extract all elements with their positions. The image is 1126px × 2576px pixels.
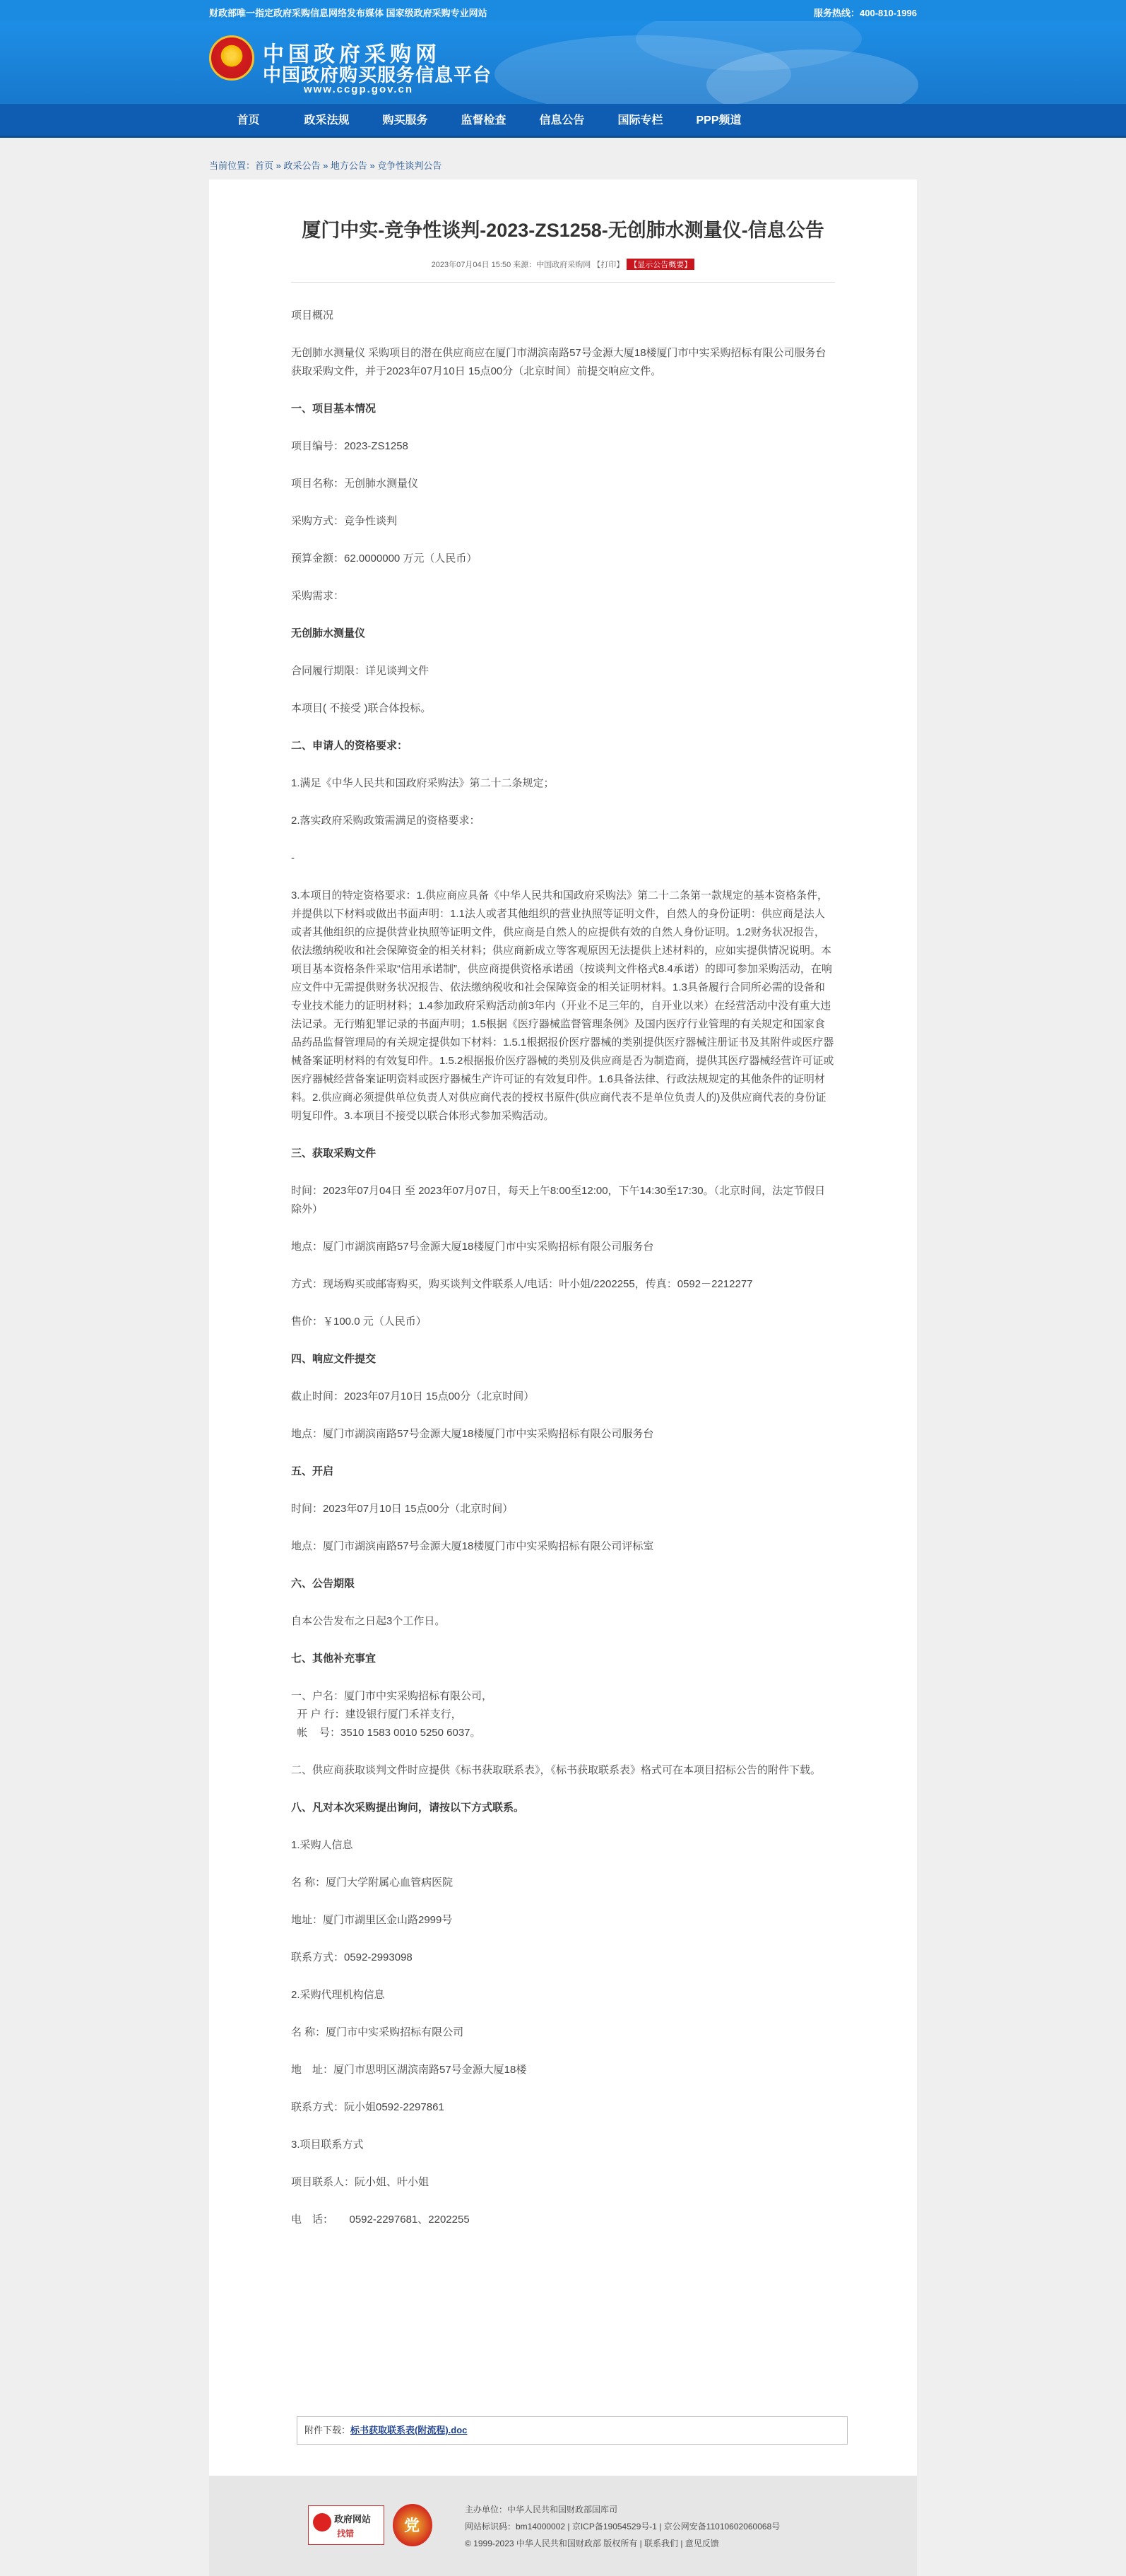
paragraph: 方式：现场购买或邮寄购买，购买谈判文件联系人/电话：叶小姐/2202255，传真：0592－2212277	[291, 1278, 753, 1290]
national-emblem-icon: ★	[209, 35, 254, 81]
nav-item[interactable]: 信息公告	[539, 114, 585, 126]
gov-site-icon	[313, 2513, 331, 2531]
attachment-box	[297, 2416, 848, 2445]
paragraph: 项目编号：2023-ZS1258	[291, 440, 408, 452]
publish-info: 2023年07月04日 15:50 来源：中国政府采购网 【打印】	[431, 261, 624, 269]
paragraph: 一、户名：厦门市中实采购招标有限公司，	[291, 1690, 493, 1702]
nav-item[interactable]: 监督检查	[461, 114, 506, 126]
paragraph: 地点：厦门市湖滨南路57号金源大厦18楼厦门市中实采购招标有限公司服务台	[291, 1428, 654, 1440]
paragraph: 自本公告发布之日起3个工作日。	[291, 1615, 446, 1627]
paragraph: 开 户 行：建设银行厦门禾祥支行，	[291, 1708, 462, 1720]
divider	[291, 282, 835, 283]
paragraph: 2.落实政府采购政策需满足的资格要求：	[291, 815, 480, 827]
paragraph: 项目概况	[291, 309, 334, 321]
nav-item[interactable]: 购买服务	[382, 114, 428, 126]
paragraph: 售价：￥100.0 元（人民币）	[291, 1316, 427, 1328]
party-emblem-badge[interactable]	[393, 2504, 432, 2546]
top-bar	[0, 0, 1126, 21]
nav-item[interactable]: 政采法规	[304, 114, 350, 126]
footer-info	[465, 2501, 780, 2552]
paragraph: 联系方式：0592-2993098	[291, 1951, 413, 1963]
paragraph: 3.本项目的特定资格要求：1.供应商应具备《中华人民共和国政府采购法》第二十二条第一款规定的基本资格条件，并提供以下材料或做出书面声明：1.1法人或者其他组织的营业执照等证明文件，自然人的身份证明：供应商是法人或者其他组织的应提供营业执照等证明文件，供应商是自然人的应提供有效的自然人身份证明。1.2财务状况报告，依法缴纳税收和社会保障资金的相关材料；供应商新成立等客观原因无法提供上述材料的，应如实提供情况说明。本项目基本资格条件采取“信用承诺制”，供应商提供资格承诺函（按谈判文件格式8.4承诺）的即可参加采购活动，在响应文件中无需提供财务状况报告、依法缴纳税收和社会保障资金的相关证明材料。1.3具备履行合同所必需的设备和专业技术能力的证明材料；1.4参加政府采购活动前3年内（开业不足三年的，自开业以来）在经营活动中没有重大违法记录。无行贿犯罪记录的书面声明；1.5根据《医疗器械监督管理条例》及国内医疗行业管理的有关规定和国家食品药品监督管理局的有关规定提供如下材料：1.5.1根据报价医疗器械的类别提供医疗器械注册证书及其附件或医疗器械备案证明材料的有效复印件。1.5.2根据报价医疗器械的类别及供应商是否为制造商，提供其医疗器械经营许可证或医疗器械经营备案证明资料或医疗器械生产许可证的有效复印件。1.6具备法律、行政法规规定的其他条件的证明材料。2.供应商必须提供单位负责人对供应商代表的授权书原件(供应商代表不是单位负责人的)及供应商代表的身份证明复印件。3.本项目不接受以联合体形式参加采购活动。	[291, 890, 834, 1122]
section-heading: 二、申请人的资格要求：	[291, 740, 408, 752]
section-heading: 七、其他补充事宜	[291, 1653, 377, 1665]
section-heading: 四、响应文件提交	[291, 1353, 377, 1365]
paragraph: 3.项目联系方式	[291, 2139, 364, 2151]
section-heading: 无创肺水测量仪	[291, 627, 366, 639]
paragraph: 电 话： 0592-2297681、2202255	[291, 2214, 470, 2226]
paragraph: 1.满足《中华人民共和国政府采购法》第二十二条规定；	[291, 777, 555, 789]
paragraph: 地址：厦门市湖里区金山路2999号	[291, 1914, 453, 1926]
service-hotline: 服务热线：400-810-1996	[814, 8, 917, 18]
badge-label: 政府网站	[334, 2514, 372, 2524]
paragraph: 二、供应商获取谈判文件时应提供《标书获取联系表》，《标书获取联系表》格式可在本项目招标公告的附件下载。	[291, 1764, 822, 1776]
paragraph: 本项目( 不接受 )联合体投标。	[291, 702, 432, 714]
paragraph: 地点：厦门市湖滨南路57号金源大厦18楼厦门市中实采购招标有限公司服务台	[291, 1241, 654, 1253]
paragraph: 地点：厦门市湖滨南路57号金源大厦18楼厦门市中实采购招标有限公司评标室	[291, 1540, 654, 1552]
nav-item[interactable]: 国际专栏	[617, 114, 663, 126]
footer	[209, 2476, 917, 2576]
paragraph: 2.采购代理机构信息	[291, 1989, 385, 2001]
paragraph: 名 称：厦门大学附属心血管病医院	[291, 1877, 454, 1889]
paragraph: 采购方式：竞争性谈判	[291, 515, 398, 527]
party-badge-text: 党	[404, 2517, 420, 2534]
breadcrumb[interactable]: 当前位置：首页 » 政采公告 » 地方公告 » 竞争性谈判公告	[209, 160, 442, 171]
section-heading: 五、开启	[291, 1465, 334, 1477]
badge-sublabel: 找错	[337, 2529, 355, 2539]
footer-line: 网站标识码：bm14000002 | 京ICP备19054529号-1 | 京公网安备11010602060068号	[465, 2522, 781, 2531]
site-logo-title[interactable]: 中国政府采购网	[263, 42, 441, 67]
paragraph: 无创肺水测量仪 采购项目的潜在供应商应在厦门市湖滨南路57号金源大厦18楼厦门市中实采购招标有限公司服务台获取采购文件，并于2023年07月10日 15点00分（北京时间）前提交响应文件。	[291, 347, 826, 377]
nav-item[interactable]: PPP频道	[696, 114, 742, 126]
paragraph: 1.采购人信息	[291, 1839, 353, 1851]
paragraph: 联系方式：阮小姐0592-2297861	[291, 2101, 444, 2113]
paragraph: 时间：2023年07月10日 15点00分（北京时间）	[291, 1503, 514, 1515]
paragraph: 名 称：厦门市中实采购招标有限公司	[291, 2026, 464, 2038]
gov-site-error-badge[interactable]	[308, 2505, 384, 2545]
paragraph: 采购需求：	[291, 590, 345, 602]
paragraph: 项目名称：无创肺水测量仪	[291, 478, 419, 490]
page-title: 厦门中实-竞争性谈判-2023-ZS1258-无创肺水测量仪-信息公告	[302, 220, 824, 241]
section-heading: 一、项目基本情况	[291, 403, 377, 415]
paragraph: 截止时间：2023年07月10日 15点00分（北京时间）	[291, 1390, 535, 1402]
header-banner	[0, 21, 1126, 104]
section-heading: 三、获取采购文件	[291, 1147, 377, 1159]
paragraph: 时间：2023年07月04日 至 2023年07月07日，每天上午8:00至12:00，下午14:30至17:30。（北京时间，法定节假日除外）	[291, 1185, 826, 1215]
paragraph: 预算金额：62.0000000 万元（人民币）	[291, 553, 478, 565]
article-content	[291, 307, 835, 2248]
article-panel	[209, 179, 917, 2476]
footer-line: 主办单位：中华人民共和国财政部国库司	[465, 2505, 618, 2515]
site-url: www.ccgp.gov.cn	[304, 83, 414, 95]
paragraph: 合同履行期限：详见谈判文件	[291, 665, 429, 677]
attachment-download-link[interactable]: 标书获取联系表(附流程).doc	[350, 2425, 468, 2435]
show-summary-button[interactable]: 【显示公告概要】	[627, 259, 694, 270]
main-nav	[0, 104, 1126, 138]
paragraph: 地 址：厦门市思明区湖滨南路57号金源大厦18楼	[291, 2064, 527, 2076]
top-bar-slogan: 财政部唯一指定政府采购信息网络发布媒体 国家级政府采购专业网站	[209, 8, 487, 18]
paragraph: 帐 号：3510 1583 0010 5250 6037。	[291, 1727, 481, 1739]
section-heading: 八、凡对本次采购提出询问，请按以下方式联系。	[291, 1802, 525, 1814]
site-logo-subtitle[interactable]: 中国政府购买服务信息平台	[263, 64, 492, 85]
nav-item[interactable]: 首页	[237, 114, 260, 126]
section-heading: 六、公告期限	[291, 1578, 355, 1590]
paragraph: 项目联系人：阮小姐、叶小姐	[291, 2176, 429, 2188]
article-meta	[209, 259, 917, 270]
footer-line: © 1999-2023 中华人民共和国财政部 版权所有 | 联系我们 | 意见反馈	[465, 2539, 719, 2548]
paragraph: -	[291, 852, 295, 864]
attachment-label: 附件下载：	[304, 2425, 351, 2435]
